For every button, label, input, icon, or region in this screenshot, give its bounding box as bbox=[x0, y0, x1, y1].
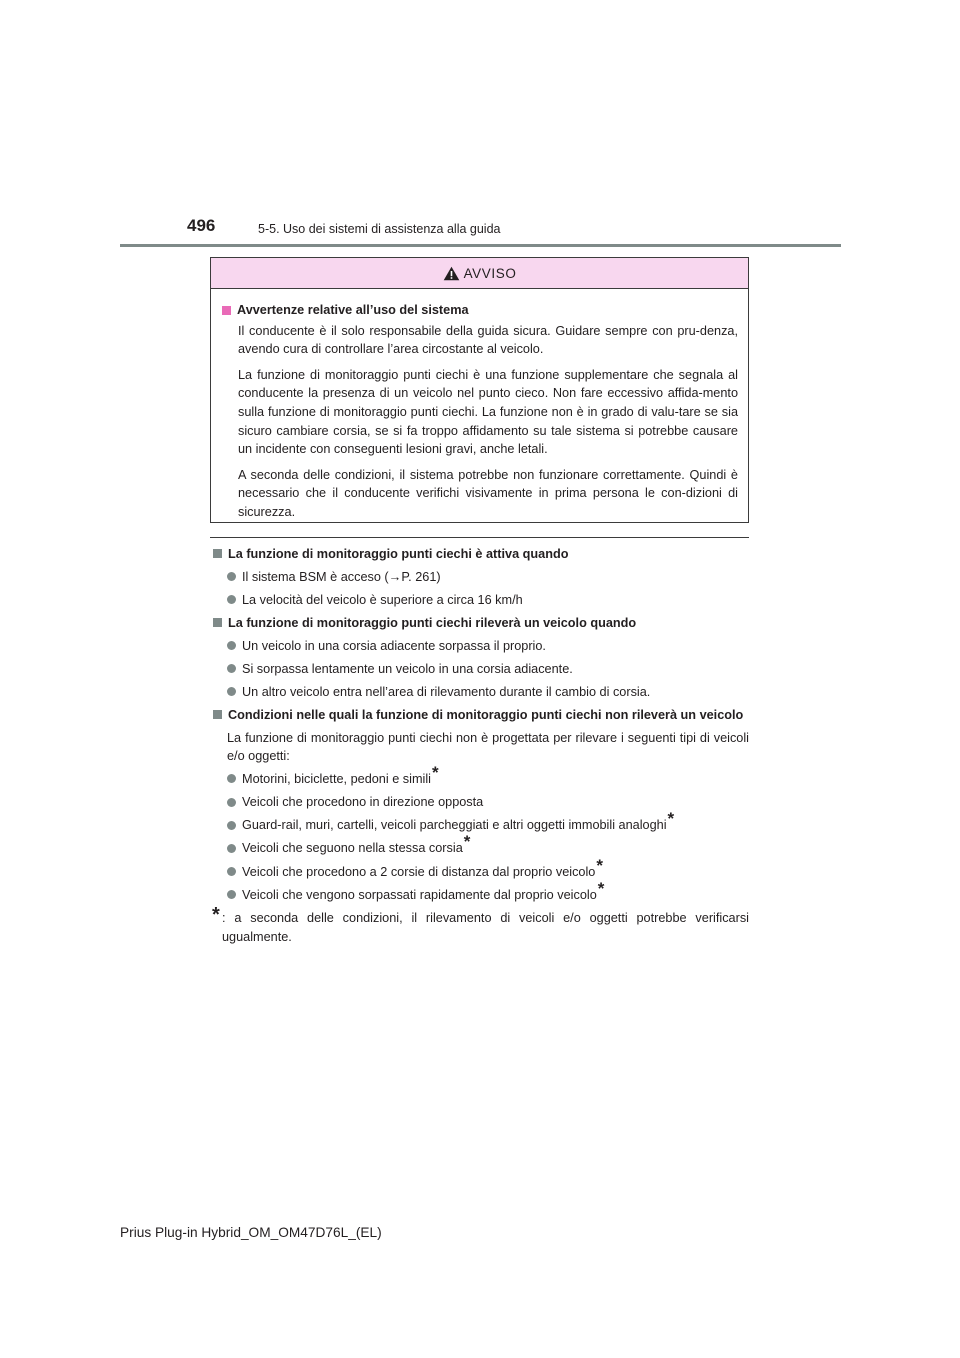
header-rule bbox=[120, 244, 841, 247]
round-bullet-icon bbox=[227, 844, 236, 853]
footnote-mark: * bbox=[212, 904, 220, 927]
list-item-text: Un veicolo in una corsia adiacente sorpassa il proprio. bbox=[242, 638, 546, 653]
list-item-text: Si sorpassa lentamente un veicolo in una corsia adiacente. bbox=[242, 661, 573, 676]
footnote-text: : a seconda delle condizioni, il rilevamento di veicoli e/o oggetti potrebbe verificarsi ugualmente. bbox=[222, 911, 749, 944]
section-heading-text: La funzione di monitoraggio punti ciechi è attiva quando bbox=[228, 547, 569, 561]
round-bullet-icon bbox=[227, 572, 236, 581]
square-bullet-icon bbox=[213, 618, 222, 627]
round-bullet-icon bbox=[227, 664, 236, 673]
warning-title: AVVISO bbox=[463, 265, 517, 281]
asterisk-mark: * bbox=[463, 832, 471, 852]
footnote bbox=[210, 904, 749, 946]
warning-heading-text: Avvertenze relative all’uso del sistema bbox=[237, 303, 469, 317]
list-item-text: Veicoli che vengono sorpassati rapidamente dal proprio veicolo bbox=[242, 887, 597, 902]
list-item bbox=[227, 832, 749, 858]
square-bullet-icon bbox=[213, 549, 222, 558]
list-item bbox=[227, 660, 749, 679]
list-item bbox=[227, 762, 749, 789]
section-intro: La funzione di monitoraggio punti ciechi non è progettata per rilevare i seguenti tipi di veicoli e/o oggetti: bbox=[227, 730, 749, 764]
warning-paragraph: Il conducente è il solo responsabile della guida sicura. Guidare sempre con pru-denza, avendo cura di controllare l’area circostante al veicolo. bbox=[238, 323, 738, 357]
list-item-text: Veicoli che procedono a 2 corsie di distanza dal proprio veicolo bbox=[242, 864, 596, 879]
list-item bbox=[227, 637, 749, 656]
warning-triangle-icon bbox=[443, 266, 460, 281]
round-bullet-icon bbox=[227, 687, 236, 696]
section-heading-text: La funzione di monitoraggio punti ciechi rileverà un veicolo quando bbox=[228, 615, 637, 630]
list-item bbox=[227, 683, 749, 702]
round-bullet-icon bbox=[227, 774, 236, 783]
round-bullet-icon bbox=[227, 595, 236, 604]
round-bullet-icon bbox=[227, 821, 236, 830]
square-bullet-icon bbox=[222, 306, 231, 315]
round-bullet-icon bbox=[227, 890, 236, 899]
asterisk-mark: * bbox=[431, 762, 439, 782]
list-item-text: Un altro veicolo entra nell’area di rilevamento durante il cambio di corsia. bbox=[242, 684, 651, 699]
warning-body bbox=[211, 289, 748, 522]
list-item bbox=[227, 878, 749, 905]
warning-subheading bbox=[219, 301, 738, 320]
list-item-text: Veicoli che seguono nella stessa corsia bbox=[242, 841, 463, 856]
warning-header bbox=[211, 258, 748, 289]
list-item bbox=[227, 809, 749, 835]
section-title: 5-5. Uso dei sistemi di assistenza alla guida bbox=[258, 222, 501, 236]
list-item bbox=[227, 591, 749, 610]
asterisk-mark: * bbox=[596, 855, 603, 875]
separator-rule bbox=[210, 537, 749, 538]
section-heading bbox=[210, 706, 749, 725]
main-content bbox=[210, 545, 749, 946]
round-bullet-icon bbox=[227, 641, 236, 650]
page-number: 496 bbox=[187, 216, 216, 235]
list-item-text: Veicoli che procedono in direzione opposta bbox=[242, 795, 484, 810]
warning-paragraph: La funzione di monitoraggio punti ciechi è una funzione supplementare che segnala al conducente la presenza di un veicolo nel punto cieco. Non fare eccessivo affida-mento sulla funzione di monitoraggio punti ciechi. La funzione non è in grado di valu-tare se sia sicuro cambiare corsia, se si fa troppo affidamento su tale sistema si potrebbe causare un incidente con conseguenti lesioni gravi, anche letali. bbox=[238, 367, 738, 457]
list-item bbox=[227, 855, 749, 882]
list-item-text: Guard-rail, muri, cartelli, veicoli parcheggiati e altri oggetti immobili analoghi bbox=[242, 818, 667, 833]
section-heading bbox=[210, 614, 749, 633]
warning-paragraph: A seconda delle condizioni, il sistema potrebbe non funzionare correttamente. Quindi è necessario che il conducente verifichi visivamente in prima persona le con-dizioni di sicurezza. bbox=[238, 467, 738, 519]
round-bullet-icon bbox=[227, 867, 236, 876]
section-heading bbox=[210, 545, 749, 564]
list-item bbox=[227, 568, 749, 587]
list-item-text: La velocità del veicolo è superiore a circa 16 km/h bbox=[242, 592, 523, 607]
section-heading-text: Condizioni nelle quali la funzione di monitoraggio punti ciechi non rileverà un veicolo bbox=[228, 708, 744, 723]
list-item-text: Il sistema BSM è acceso (→P. 261) bbox=[242, 569, 441, 584]
asterisk-mark: * bbox=[597, 878, 605, 898]
warning-box bbox=[210, 257, 749, 523]
round-bullet-icon bbox=[227, 798, 236, 807]
asterisk-mark: * bbox=[667, 809, 675, 829]
footer-document-id: Prius Plug-in Hybrid_OM_OM47D76L_(EL) bbox=[120, 1225, 382, 1240]
square-bullet-icon bbox=[213, 710, 222, 719]
list-item-text: Motorini, biciclette, pedoni e simili bbox=[242, 771, 431, 786]
